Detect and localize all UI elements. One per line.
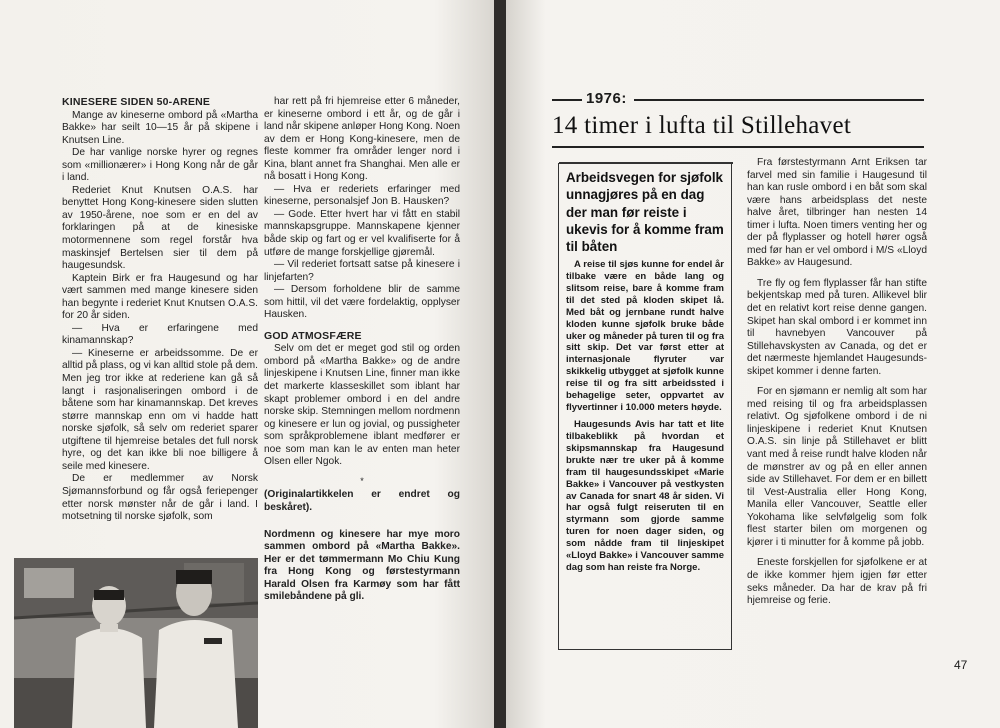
paragraph: Selv om det er meget god stil og orden ombord på «Martha Bakke» og de andre linjeskipene i Knutsen Line, finner man ikke det markerte klasseskillet som iblant har skapt problemer ombord i en del andre norske skip. Stemningen mellom nordmenn og kinesere er lun og jovial, og pussigheter som språkproblemene iblant medfører er noe som man kan le av enten man heter Olsen eller Ngok. xyxy=(264,343,460,468)
page-number: 47 xyxy=(954,658,968,672)
paragraph: Tre fly og fem flyplasser får han stifte bekjentskap med på turen. Allikevel blir det en relativt kort reise denne gangen. Skipet han skal ombord i er kommet inn til havnebyen Vancouver på Stillehavskysten av Canada, og det er det nærmeste hjemlandet Haugesunds-skipet kommer i denne farten. xyxy=(747,277,927,377)
year-header xyxy=(552,90,924,114)
paragraph: Kaptein Birk er fra Haugesund og har vært sammen med mange kinesere siden han begynte i rederiet Knut Knutsen O.A.S. for 20 år siden. xyxy=(62,272,258,322)
right-column xyxy=(747,157,927,608)
paragraph: A reise til sjøs kunne for endel år tilbake være en både lang og slitsom reise, bare å komme fram til det sted på kloden skipet lå. Med båt og jernbane rundt halve kloden kunne sjøfolk bruke både uker og måneder på turen til og fra sitt skip. Det var først etter at internasjonale flyruter var skikkelig utbygget at sjøfolk kunne reise til og fra sitt arbeidssted i behagelige seter, oppvartet av flyvertinner i 10.000 meters høyde. xyxy=(566,259,724,413)
paragraph: Haugesunds Avis har tatt et lite tilbakeblikk på hvordan et skipsmannskap fra Haugesund brukte nær tre uker på å komme fram til haugesundsskipet «Marie Bakke» i Vancouver på vestkysten av Canada for snart 48 år siden. Vi har også fulgt reiseruten til en styrmann som gjorde samme turen for noen dager siden, og som nådde fram til linjeskipet «Lloyd Bakke» i Vancouver samme dag som han reiste fra Norge. xyxy=(566,419,724,573)
paragraph: De har vanlige norske hyrer og regnes som «millionærer» i Hong Kong når de går i land. xyxy=(62,147,258,184)
left-column-1 xyxy=(62,96,258,524)
left-column-1-body xyxy=(62,110,258,524)
lede-box-top-border xyxy=(559,162,733,164)
paragraph: har rett på fri hjemreise etter 6 måneder, er kineserne ombord i ett år, og de går i land når skipene anløper Hong Kong. Noen av dem er Hong Kong-kinesere, men de fleste kommer fra områder lenger nord i Kina, blant annet fra Shanghai. Men alle er nå bosatt i Hong Kong. xyxy=(264,96,460,183)
separator-asterisk: * xyxy=(360,475,364,486)
left-page xyxy=(0,0,494,728)
paragraph: — Gode. Etter hvert har vi fått en stabil mannskapsgruppe. Mannskapene kjenner både skip og fart og er vel kvalifiserte for å utføre de mange forskjellige gjøremål. xyxy=(264,208,460,258)
header-rule-right xyxy=(634,99,924,101)
paragraph: — Hva er rederiets erfaringer med kineserne, personalsjef Jon B. Hausken? xyxy=(264,183,460,208)
left-column-2 xyxy=(264,96,460,604)
right-column-body xyxy=(747,157,927,608)
year-label: 1976: xyxy=(582,90,631,107)
crew-photo xyxy=(14,558,258,728)
section-heading-kinesere: KINESERE SIDEN 50-ARENE xyxy=(62,96,211,108)
crew-photo-image xyxy=(14,558,258,728)
paragraph: Mange av kineserne ombord på «Martha Bakke» har seilt 10—15 år på skipene i Knutsen Line. xyxy=(62,109,258,146)
paragraph: Rederiet Knut Knutsen O.A.S. har benyttet Hong Kong-kinesere siden slutten av 1950-årene, noe som er en del av forklaringen på at de kinesiske motormennene som regel forstår hva maskinsjef Bertelsen sier til dem på haugesundsk. xyxy=(62,184,258,272)
left-column-2-body-b xyxy=(264,343,460,468)
article-headline: 14 timer i lufta til Stillehavet xyxy=(552,112,852,139)
paragraph: — Kineserne er arbeidssomme. De er alltid på plass, og vi kan alltid stole på dem. Men jeg tror ikke at rederiene kan gå så langt i rasjonaliseringen ombord i de båtene som har kinamannskap. Det kreves større mannskap enn om vi hadde hatt norske sjøfolk, så selv om rederiet sparer utgiftene til hjemreise betales det full norsk hyre, og det kan ikke bli noe billigere å seile med kinesere. xyxy=(62,347,258,472)
paragraph: De er medlemmer av Norsk Sjømannsforbund og får også feriepenger etter norsk mønster når de går i land. I motsetning til norske sjøfolk, som xyxy=(62,473,258,523)
header-rule-left xyxy=(552,99,582,101)
editorial-note: (Originalartikkelen er endret og beskåret). xyxy=(264,489,460,513)
paragraph: — Dersom forholdene blir de samme som hittil, vil det være fordelaktig, opplyser Hausken. xyxy=(264,284,460,321)
paragraph: — Hva er erfaringene med kinamannskap? xyxy=(62,322,258,347)
section-heading-atmosfaere: GOD ATMOSFÆRE xyxy=(264,329,362,342)
lede-box-title: Arbeidsvegen for sjøfolk unnagjøres på en dag der man før reiste i ukevis for å komme fram til båten xyxy=(566,170,724,255)
paragraph: For en sjømann er nemlig alt som har med reising til og fra arbeidsplassen relativt. Og sjøfolkene ombord i de ni linjeskipene i rederiet Knut Knutsen O.A.S. sin linje på Stillehavet er blitt vant med å reise rundt halve kloden når de mønstrer av og på en eller annen side av Stillehavet. For dem er en billett til Vest-Australia eller Hong Kong, Manila eller Vancouver, Seattle eller Yokohama like selvfølgelig som folk flest starter bilen om morgenen og kjører i ti minutter for å komme på jobb. xyxy=(747,386,927,548)
paragraph: Fra førstestyrmann Arnt Eriksen tar farvel med sin familie i Haugesund til han kan rusle ombord i en båt som skal være hans arbeidsplass det neste halve året, tilbringer han nesten 14 timer i lufta. Noen timers venting her og der på flyplasser og hotell hører også med før han er vel ombord i M/S «Lloyd Bakke» av Haugesund. xyxy=(747,157,927,269)
headline-rule xyxy=(552,146,924,148)
lede-box-body xyxy=(566,259,724,573)
paragraph: Eneste forskjellen for sjøfolkene er at de ikke kommer hjem igjen før etter seks måneder. Da har de krav på fri hjemreise og ferie. xyxy=(747,557,927,607)
lede-box xyxy=(558,163,732,650)
photo-caption: Nordmenn og kinesere har mye moro sammen ombord på «Martha Bakke». Her er det tømmermann Mo Chiu Kung fra Hong Kong og førstestyrmann Harald Olsen fra Karmøy som har fått smilebåndene på gli. xyxy=(264,528,460,603)
paragraph: — Vil rederiet fortsatt satse på kinesere i linjefarten? xyxy=(264,259,460,283)
left-column-2-body-a xyxy=(264,96,460,322)
book-gutter xyxy=(494,0,506,728)
